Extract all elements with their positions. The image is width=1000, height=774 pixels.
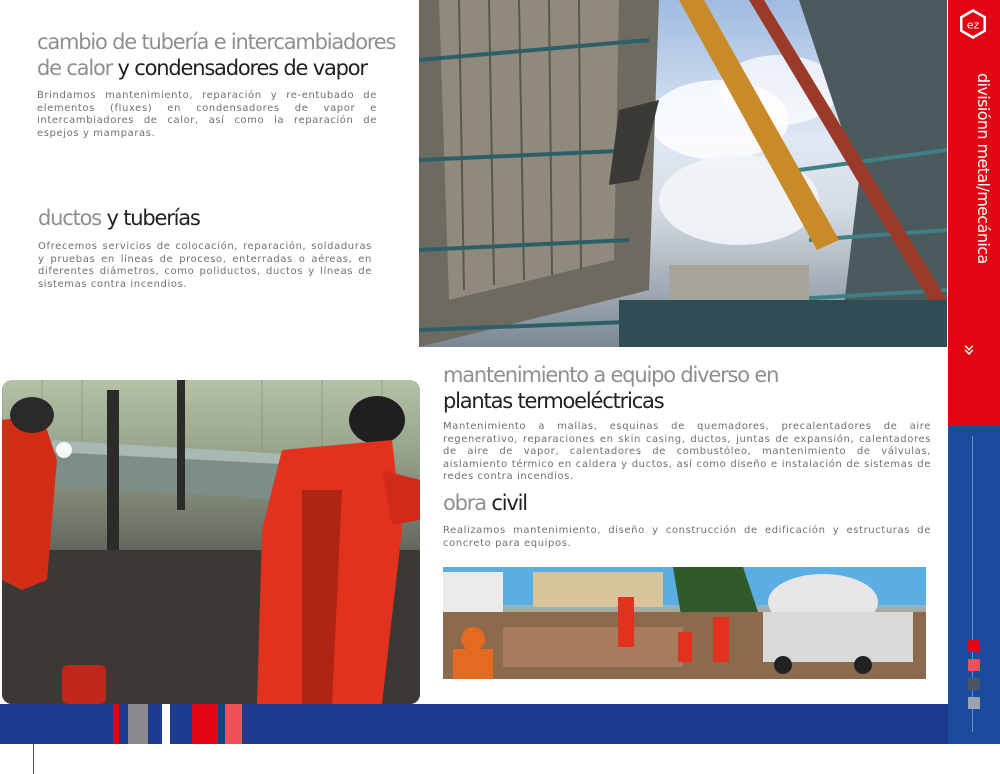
tubing-section [37, 29, 417, 140]
footer-stripe-white [162, 704, 170, 744]
civil-works-photo [443, 567, 926, 679]
maintenance-title-dark: plantas termoeléctricas [443, 389, 664, 413]
ducts-title [38, 205, 378, 231]
page-indicator-4[interactable] [968, 697, 980, 709]
page-indicator-2[interactable] [968, 659, 980, 671]
ez-logo-text: ez [966, 18, 980, 32]
ez-logo-icon [957, 8, 989, 40]
welding-workers-illustration [2, 380, 420, 704]
civil-title [443, 490, 931, 516]
civil-title-dark: civil [491, 491, 527, 515]
footer-stripe-red-2 [192, 704, 218, 744]
maintenance-title [443, 362, 931, 414]
civil-title-light: obra [443, 491, 486, 515]
next-page-button[interactable]: » [958, 343, 982, 357]
tubing-title-dark: y condensadores de vapor [117, 56, 367, 80]
tubing-title-light: cambio de tubería e intercambiadores de calor [37, 30, 396, 80]
civil-section [443, 490, 931, 550]
ducts-title-light: ductos [38, 206, 102, 230]
maintenance-section [443, 362, 931, 484]
page-divider-line [33, 744, 34, 774]
industrial-plant-photo [419, 0, 947, 347]
page-indicator-3[interactable] [968, 678, 980, 690]
ez-logo [957, 8, 989, 40]
maintenance-title-light: mantenimiento a equipo diverso en [443, 363, 779, 387]
civil-text: Realizamos mantenimiento, diseño y construcción de edificación y estructuras de concreto para equipos. [443, 525, 931, 549]
ducts-section [38, 205, 378, 291]
footer-stripe-pink [225, 704, 242, 744]
maintenance-text: Mantenimiento a mallas, esquinas de quemadores, precalentadores de aire regenerativo, reparaciones en skin casing, ductos, juntas de expansión, calentadores de aire de vapor, calentadores de combustóleo, mantenimiento de válvulas, aislamiento térmico en caldera y ductos, así como diseño e instalación de sistemas de redes contra incendios. [443, 421, 931, 482]
tubing-text: Brindamos mantenimiento, reparación y re-entubado de elementos (fluxes) en condensadores de vapor e intercambiadores de calor, así como la reparación de espejos y mamparas. [37, 90, 377, 139]
tubing-title [37, 29, 417, 81]
division-label: divisiónn metal/mecánica [974, 73, 993, 264]
footer-stripe-red-1 [113, 704, 119, 744]
footer-stripe-gray [128, 704, 148, 744]
ducts-text: Ofrecemos servicios de colocación, reparación, soldaduras y pruebas en líneas de proceso, enterradas o aéreas, en diferentes diámetros, como poliductos, ductos y líneas de sistemas contra incendios. [38, 241, 372, 290]
industrial-plant-illustration [419, 0, 947, 347]
ducts-title-dark: y tuberías [106, 206, 200, 230]
page-indicator-1[interactable] [968, 640, 980, 652]
welding-workers-photo [2, 380, 420, 704]
civil-works-illustration [443, 567, 926, 679]
